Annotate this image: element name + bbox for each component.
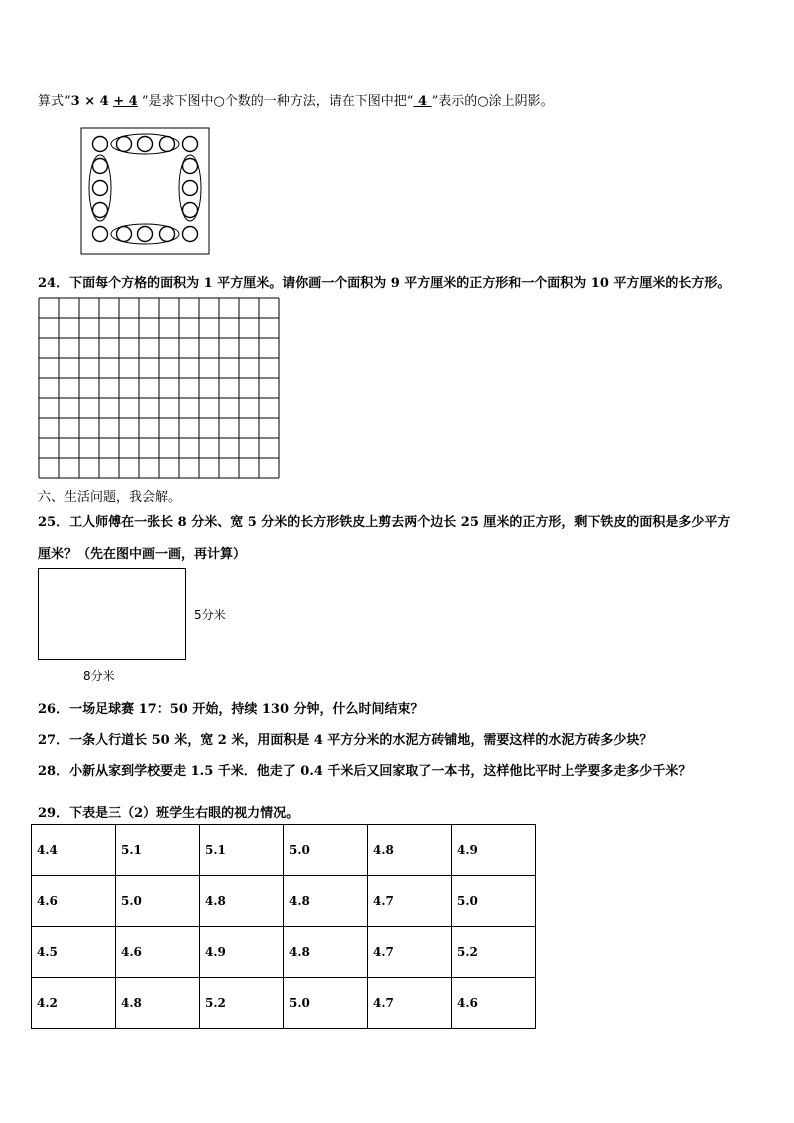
q26-text: 26．一场足球赛 17：50 开始，持续 130 分钟，什么时间结束？ [38, 702, 424, 717]
table-row [32, 978, 536, 1029]
circle [93, 181, 108, 196]
circle [93, 137, 108, 152]
table-cell: 5.2 [452, 927, 536, 978]
table-cell: 4.8 [116, 978, 200, 1029]
q28-text: 28．小新从家到学校要走 1.5 千米．他走了 0.4 千米后又回家取了一本书，这样他比平时上学要多走多少千米？ [38, 764, 692, 779]
table-row [32, 927, 536, 978]
table-cell: 4.8 [200, 876, 284, 927]
q27-text: 27．一条人行道长 50 米，宽 2 米，用面积是 4 平方分米的水泥方砖铺地，需要这样的水泥方砖多少块？ [38, 733, 653, 748]
circle [93, 203, 108, 218]
circle [138, 227, 153, 242]
square-grid[interactable] [38, 297, 280, 479]
circle [183, 203, 198, 218]
q29-text: 29．下表是三（2）班学生右眼的视力情况。 [38, 806, 300, 821]
vision-table [31, 824, 536, 1029]
circle [183, 227, 198, 242]
table-cell: 4.6 [32, 876, 116, 927]
figure-frame [81, 128, 209, 254]
table-cell: 4.2 [32, 978, 116, 1029]
length-label: 8分米 [83, 669, 115, 683]
table-cell: 4.7 [368, 927, 452, 978]
table-cell: 4.8 [284, 927, 368, 978]
table-cell: 4.7 [368, 876, 452, 927]
table-cell: 5.0 [452, 876, 536, 927]
table-cell: 5.0 [284, 825, 368, 876]
table-cell: 4.5 [32, 927, 116, 978]
circle [183, 159, 198, 174]
circle-figure [80, 127, 212, 257]
q24-text: 24．下面每个方格的面积为 1 平方厘米。请你画一个面积为 9 平方厘米的正方形和一个面积为 10 平方厘米的长方形。 [38, 276, 731, 291]
table-cell: 5.1 [116, 825, 200, 876]
table-cell: 4.7 [368, 978, 452, 1029]
circle [183, 181, 198, 196]
width-label: 5分米 [194, 608, 226, 622]
table-cell: 4.4 [32, 825, 116, 876]
circle [93, 159, 108, 174]
table-cell: 5.2 [200, 978, 284, 1029]
table-row [32, 825, 536, 876]
circle [93, 227, 108, 242]
section-6-heading: 六、生活问题，我会解。 [38, 490, 182, 505]
table-cell: 4.8 [368, 825, 452, 876]
table-cell: 4.9 [452, 825, 536, 876]
q25-line2: 厘米？（先在图中画一画，再计算） [38, 547, 247, 562]
table-cell: 4.8 [284, 876, 368, 927]
table-cell: 5.1 [200, 825, 284, 876]
circle [117, 227, 132, 242]
table-cell: 4.6 [116, 927, 200, 978]
table-cell: 5.0 [116, 876, 200, 927]
sheet-rectangle[interactable] [38, 568, 186, 660]
circle [160, 137, 175, 152]
circle [138, 137, 153, 152]
table-cell: 4.6 [452, 978, 536, 1029]
table-cell: 4.9 [200, 927, 284, 978]
q25-line1: 25．工人师傅在一张长 8 分米、宽 5 分米的长方形铁皮上剪去两个边长 25 厘米的正方形，剩下铁皮的面积是多少平方 [38, 515, 731, 530]
table-row [32, 876, 536, 927]
circle [160, 227, 175, 242]
table-cell: 5.0 [284, 978, 368, 1029]
circle [183, 137, 198, 152]
q23-text: 算式“3 × 4 + 4 ”是求下图中○个数的一种方法，请在下图中把“ 4 ”表示的○涂上阴影。 [38, 94, 554, 109]
circle [117, 137, 132, 152]
